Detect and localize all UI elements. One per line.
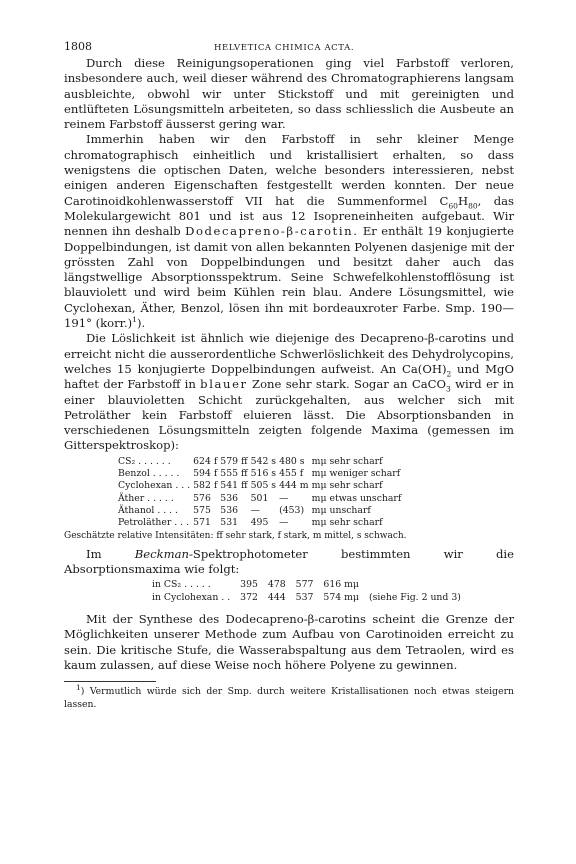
- intensity-legend: Geschätzte relative Intensitäten: ff sehr stark, f stark, m mittel, s schwach.: [64, 530, 407, 541]
- table-row: Äthanol . . . . 575 536 — (453) mμ unscharf: [118, 504, 371, 516]
- paragraph-conclusion: Mit der Synthese des Dodecapreno-β-carotins scheint die Grenze der Möglichkeiten unserer Methode zum Aufbau von Carotinoiden erreicht zu sein. Die kritische Stufe, die Wasserabspaltung aus dem Tetraolen, wird es kaum zulassen, auf diese Weise noch höhere Polyene zu gewinnen.: [64, 612, 514, 672]
- paper-page: [64, 40, 514, 711]
- footnote-ref: 1: [132, 315, 137, 325]
- footnote: $^1$) Vermutlich würde sich der Smp. durch weitere Kristallisationen noch etwas steigern lassen.: [64, 683, 514, 710]
- table-row: CS₂ . . . . . . 624 f 579 ff 542 s 480 s mμ sehr scharf: [118, 455, 383, 467]
- table-row: Äther . . . . . 576 536 501 — mμ etwas unscharf: [118, 492, 402, 504]
- footnote-divider: [64, 681, 156, 682]
- beckman-maxima-table: [152, 579, 471, 604]
- table-row: in Cyclohexan . . 372 444 537 574 mμ (siehe Fig. 2 und 3): [152, 591, 461, 603]
- running-header: [64, 40, 514, 56]
- paragraph-beckman: Im Beckman-Spektrophotometer bestimmten wir die Absorptionsmaxima wie folgt:: [64, 546, 514, 576]
- absorption-maxima-table: [118, 456, 404, 530]
- journal-title: HELVETICA CHIMICA ACTA.: [214, 43, 355, 53]
- paragraph-purification: Durch diese Reinigungsoperationen ging viel Farbstoff verloren, insbesondere auch, weil dieser während des Chromatographierens langsam ausbleichte, obwohl wir unter Stickstoff und mit gereinigten und entlüfteten Lösungsmitteln arbeiteten, so dass schliesslich die Ausbeute an reinem Farbstoff äusserst gering war.: [64, 56, 514, 132]
- compound-name: Dodecapreno-β-carotin.: [185, 224, 359, 239]
- paragraph-properties: Immerhin haben wir den Farbstoff in sehr kleiner Menge chromatographisch einheitlich und kristallisiert erhalten, so dass wenigstens die optischen Daten, welche besonders interessieren, nebst einigen anderen Eigenschaften festgestellt werden konnten. Der neue Carotinoidkohlenwasserstoff VII hat die Summenformel $C_{60}H_{80}$, das Molekulargewicht 801 und ist aus 12 Isopreneinheiten aufgebaut. Wir nennen ihn deshalb Dodecapreno-β-carotin. Er enthält 19 konjugierte Doppelbindungen, ist damit von allen bekannten Polyenen dasjenige mit der grössten Zahl von Doppelbindungen und besitzt daher auch das längstwellige Absorptionsspektrum. Seine Schwefelkohlenstofflösung ist blauviolett und wird beim Kühlen rein blau. Andere Lösungsmittel, wie Cyclohexan, Äther, Benzol, lösen ihn mit bordeauxroter Farbe. Smp. 190—191° (korr.)$^1$).: [64, 132, 515, 331]
- table-row: Cyclohexan . . . 582 f 541 ff 505 s 444 m mμ sehr scharf: [118, 480, 383, 492]
- table-row: in CS₂ . . . . . 395 478 577 616 mμ: [152, 579, 359, 591]
- table-row: Petroläther . . . 571 531 495 — mμ sehr scharf: [118, 517, 383, 529]
- table-row: Benzol . . . . . 594 f 555 ff 516 s 455 f mμ weniger scharf: [118, 468, 401, 480]
- paragraph-solubility: Die Löslichkeit ist ähnlich wie diejenige des Decapreno-β-carotins und erreicht nicht die ausserordentliche Schwerlöslichkeit des Dehydrolycopins, welches 15 konjugierte Doppelbindungen aufweist. An $Ca(OH)_2$ und MgO haftet der Farbstoff in blauer Zone sehr stark. Sogar an CaCO$_3$ wird er in einer blauvioletten Schicht zurückgehalten, aus welcher sich mit Petroläther kein Farbstoff eluieren lässt. Die Absorptionsbanden in verschiedenen Lösungsmitteln zeigten folgende Maxima (gemessen im Gitterspektroskop):: [64, 331, 514, 453]
- page-number: 1808: [64, 40, 92, 53]
